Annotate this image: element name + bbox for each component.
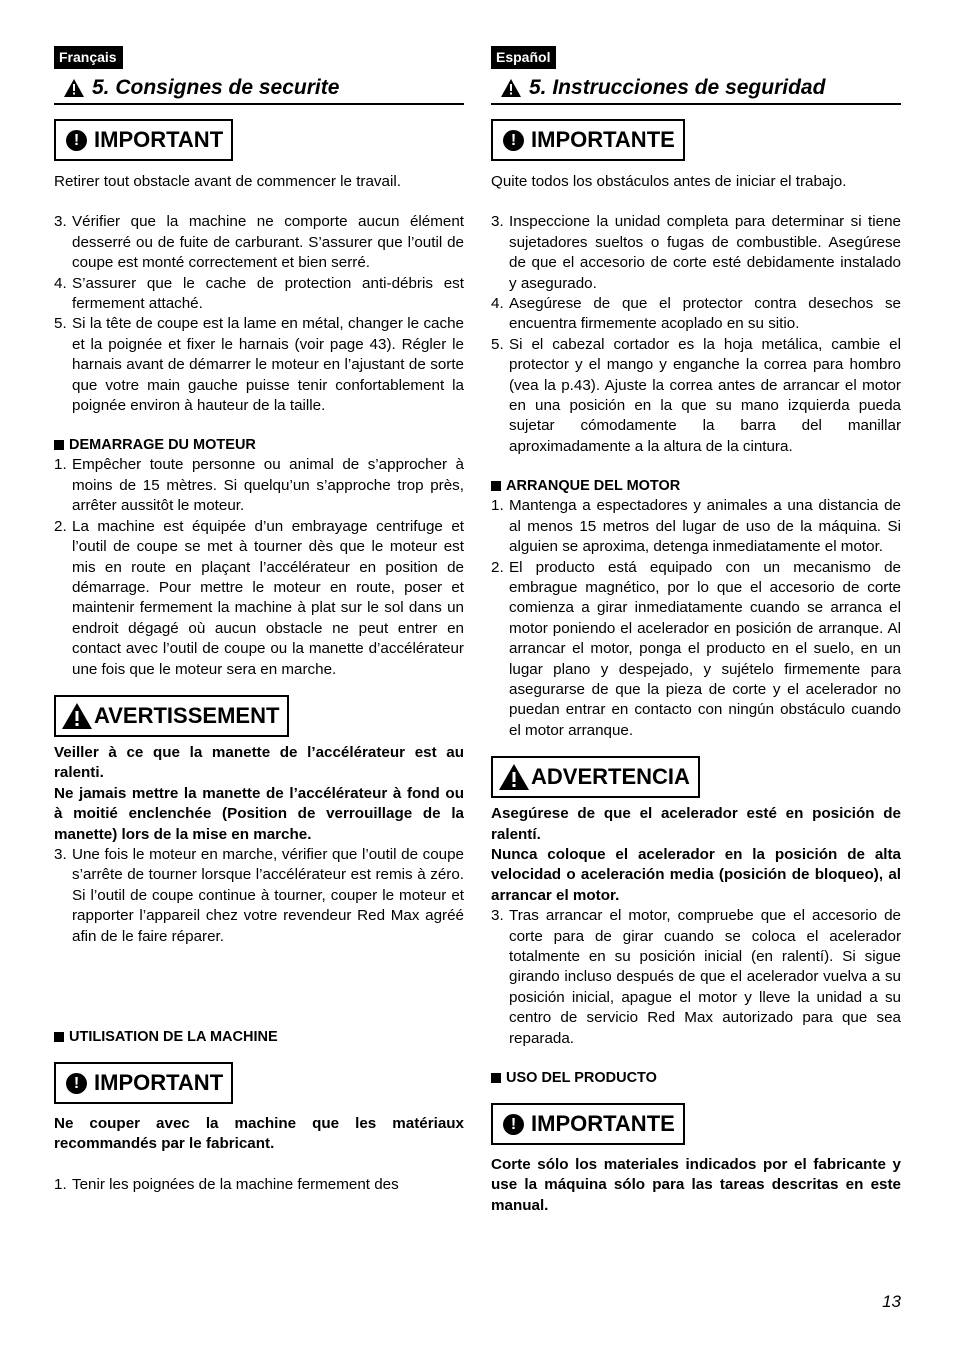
warning-text: Asegúrese de que el acelerador esté en posición de ralentí. [491, 805, 901, 843]
instruction-list [54, 1175, 464, 1195]
warning-triangle-icon [501, 79, 521, 97]
instruction-list [54, 845, 464, 947]
warning-triangle-icon [499, 764, 529, 790]
intro-text: Quite todos los obstáculos antes de iniciar el trabajo. [491, 173, 847, 190]
list-item: 2. El producto está equipado con un mecanismo de embrague magnético, por lo que el accesorio de corte comienza a girar inmediatamente cuando se arranca el motor poniendo el acelerador en posición de arranque. Al arrancar el motor, ponga el producto en el suelo, en un lugar plano y despejado, y sujételo firmemente para asegurarse de que la pieza de corte y el acelerador no puedan entrar en contacto con ningún obstáculo cuando el motor arranque. [491, 558, 901, 739]
exclamation-icon: ! [503, 1114, 524, 1135]
list-item: 4. Asegúrese de que el protector contra desechos se encuentra firmemente acoplado en su sitio. [491, 295, 901, 333]
warning-notice: AVERTISSEMENT [54, 695, 289, 737]
important-notice: ! IMPORTANT [54, 119, 233, 161]
subheading: DEMARRAGE DU MOTEUR [54, 435, 464, 455]
square-bullet-icon [491, 481, 501, 491]
list-item: 5. Si la tête de coupe est la lame en métal, changer le cache et la poignée et fixer le harnais (voir page 43). Régler le harnais avant de démarrer le moteur en l’ajustant de sorte que votre main gauche puisse tenir confortablement la poignée environ à hauteur de la taille. [54, 315, 464, 415]
list-item: 3. Une fois le moteur en marche, vérifier que l’outil de coupe s’arrête de tourner lorsque l’accélérateur est remis à zéro. Si l’outil de coupe continue à tourner, couper le moteur et rapporter l’appareil chez votre revendeur Red Max agréé afin de le faire réparer. [54, 845, 464, 945]
language-tag: Español [491, 46, 556, 69]
language-tag: Français [54, 46, 123, 69]
page-number: 13 [882, 1292, 901, 1311]
column-spanish [491, 46, 901, 1216]
list-item: 4. S’assurer que le cache de protection anti-débris est fermement attaché. [54, 274, 464, 313]
warning-triangle-icon [62, 703, 92, 729]
list-item: 1. Tenir les poignées de la machine fermement des [54, 1175, 399, 1193]
list-item: 1. Mantenga a espectadores y animales a una distancia de al menos 15 metros del lugar de uso de la máquina. Si alguien se aproxima, detenga inmediatamente el motor. [491, 497, 901, 556]
square-bullet-icon [54, 1032, 64, 1042]
important-notice: ! IMPORTANT [54, 1062, 233, 1104]
section-title: 5. Consignes de securite [54, 73, 464, 105]
exclamation-icon: ! [503, 130, 524, 151]
list-item: 5. Si el cabezal cortador es la hoja metálica, cambie el protector y el mango y enganche la correa para hombro (vea la p.43). Ajuste la correa antes de arrancar el motor en una posición en la que su mano izquierda pueda sujetar cómodamente la barra del manillar aproximadamente a la altura de la cintura. [491, 335, 901, 455]
list-item: 3. Inspeccione la unidad completa para determinar si tiene sujetadores sueltos o fugas de combustible. Asegúrese de que el accesorio de corte esté debidamente instalado y asegurado. [491, 213, 901, 292]
warning-text: Veiller à ce que la manette de l’accélérateur est au ralenti. [54, 743, 464, 782]
exclamation-icon: ! [66, 130, 87, 151]
important-notice: ! IMPORTANTE [491, 119, 685, 161]
important-notice: ! IMPORTANTE [491, 1103, 685, 1145]
square-bullet-icon [54, 440, 64, 450]
intro-text: Retirer tout obstacle avant de commencer le travail. [54, 173, 401, 190]
section-title: 5. Instrucciones de seguridad [491, 73, 901, 105]
list-item: 3. Vérifier que la machine ne comporte aucun élément desserré ou de fuite de carburant. S’assurer que l’outil de coupe est monté correctement et bien serré. [54, 213, 464, 272]
instruction-list [491, 212, 901, 457]
important-text: Ne couper avec la machine que les matériaux recommandés par le fabricant. [54, 1115, 464, 1153]
instruction-list [54, 212, 464, 416]
warning-notice: ADVERTENCIA [491, 756, 700, 798]
list-item: 3. Tras arrancar el motor, compruebe que el accesorio de corte para de girar cuando se coloca el acelerador totalmente en su posición inicial (en ralentí). Si sigue girando incluso después de que el acelerador vuelva a su posición inicial, apague el motor y lleve la unidad a su centro de servicio Red Max autorizado para que sea reparada. [491, 907, 901, 1047]
warning-triangle-icon [64, 79, 84, 97]
square-bullet-icon [491, 1073, 501, 1083]
exclamation-icon: ! [66, 1073, 87, 1094]
subheading: UTILISATION DE LA MACHINE [54, 1027, 464, 1047]
list-item: 1. Empêcher toute personne ou animal de s’approcher à moins de 15 mètres. Si quelqu’un s’approche trop près, arrêter aussitôt le moteur. [54, 456, 464, 515]
instruction-list [491, 906, 901, 1049]
warning-text: Ne jamais mettre la manette de l’accélérateur à fond ou à moitié enclenchée (Position de verrouillage de la manette) lors de la mise en marche. [54, 784, 464, 843]
list-item: 2. La machine est équipée d’un embrayage centrifuge et l’outil de coupe se met à tourner dès que le moteur est mis en route en plaçant l’accélérateur en position de démarrage. Pour mettre le moteur en route, poser et maintenir fermement la machine à plat sur le sol dans un endroit dégagé où aucun obstacle ne peut entrer en contact avec l’outil de coupe ou la manette d’accélérateur une fois que le moteur sera en marche. [54, 517, 464, 678]
subheading: ARRANQUE DEL MOTOR [491, 476, 901, 496]
important-text: Corte sólo los materiales indicados por el fabricante y use la máquina sólo para las tareas descritas en este manual. [491, 1156, 901, 1214]
instruction-list [54, 455, 464, 679]
column-french [54, 46, 464, 1195]
instruction-list [491, 496, 901, 741]
subheading: USO DEL PRODUCTO [491, 1068, 901, 1088]
warning-text: Nunca coloque el acelerador en la posición de alta velocidad o aceleración media (posición de bloqueo), al arrancar el motor. [491, 845, 901, 904]
